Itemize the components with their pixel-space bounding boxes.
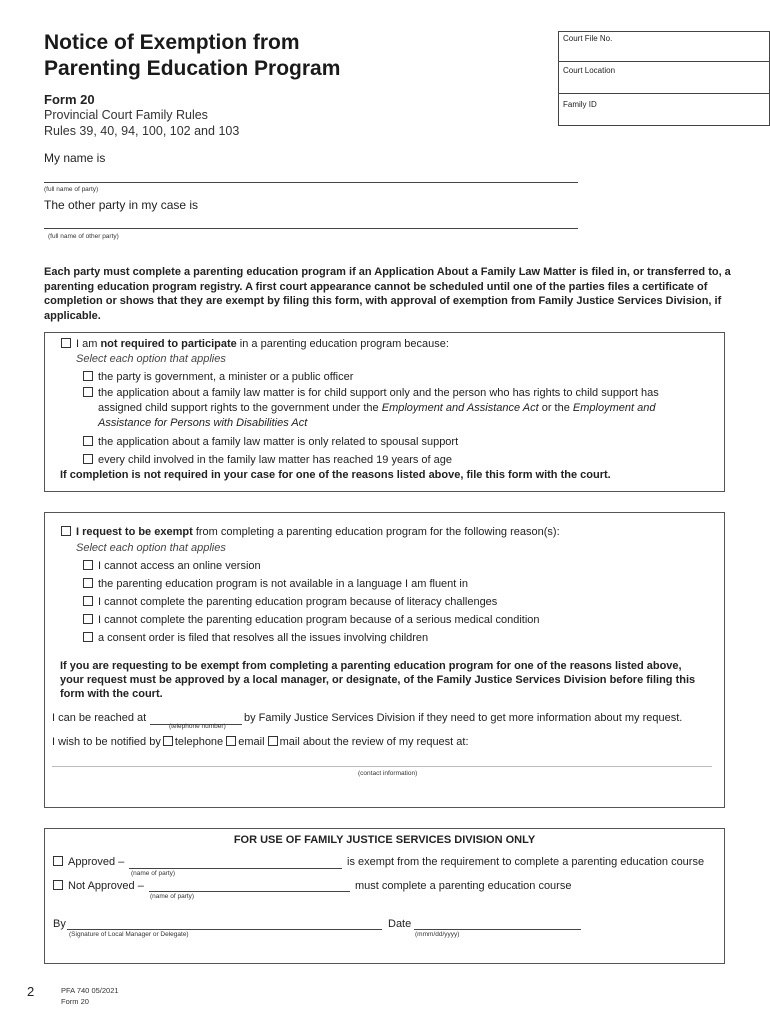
section1-option-4-checkbox[interactable] <box>83 454 93 464</box>
section1-filing-note: If completion is not required in your case for one of the reasons listed above, file this form with the court. <box>60 469 611 481</box>
footer-form-label: Form 20 <box>61 997 89 1006</box>
telephone-number-hint: (telephone number) <box>169 723 226 730</box>
section1-option-2-mid: or the <box>538 402 573 414</box>
section1-option-4 <box>83 453 452 468</box>
not-required-lead <box>61 337 449 352</box>
fjsd-heading: FOR USE OF FAMILY JUSTICE SERVICES DIVISION ONLY <box>233 834 536 846</box>
court-file-no-label: Court File No. <box>563 34 613 43</box>
not-required-checkbox[interactable] <box>61 338 71 348</box>
section1-option-4-text: every child involved in the family law matter has reached 19 years of age <box>98 454 453 466</box>
contact-information-input[interactable] <box>52 766 712 767</box>
rules-source: Provincial Court Family Rules <box>44 108 208 122</box>
reach-label: I can be reached at <box>52 712 147 724</box>
section2-option-2-checkbox[interactable] <box>83 578 93 588</box>
section1-option-3 <box>83 435 458 450</box>
notify-mail-label: mail about the review of my request at: <box>279 736 469 748</box>
approved-post-text: is exempt from the requirement to complete a parenting education course <box>347 856 705 868</box>
approved-checkbox[interactable] <box>53 856 63 866</box>
section2-option-3 <box>83 595 497 610</box>
date-hint: (mmm/dd/yyyy) <box>415 931 460 938</box>
section1-option-2 <box>83 386 713 431</box>
not-approved-row <box>53 879 144 894</box>
section2-approval-note: If you are requesting to be exempt from completing a parenting education program for one of the reasons listed above, your request must be approved by a local manager, or designate, of the Family Justice Services Division before filing this form with the court. <box>60 660 696 700</box>
notify-email-label: email <box>238 736 265 748</box>
section1-select-hint: Select each option that applies <box>76 353 226 365</box>
section1-option-2-act2: Employment and <box>572 402 656 414</box>
section1-option-1-text: the party is government, a minister or a public officer <box>98 371 354 383</box>
notify-email-checkbox[interactable] <box>226 736 236 746</box>
approved-label: Approved – <box>68 856 125 868</box>
other-party-hint: (full name of other party) <box>48 233 119 240</box>
section1-option-2-line2: assigned child support rights to the government under the <box>98 402 382 414</box>
notify-telephone-label: telephone <box>174 736 224 748</box>
section2-option-1 <box>83 559 261 574</box>
section2-option-1-text: I cannot access an online version <box>98 560 261 572</box>
section1-option-2-line3: Assistance for Persons with Disabilities Act <box>98 417 308 429</box>
not-approved-checkbox[interactable] <box>53 880 63 890</box>
court-file-no-field[interactable] <box>559 32 769 61</box>
fjsd-use-only-section <box>44 828 725 964</box>
section2-option-4-text: I cannot complete the parenting education program because of a serious medical condition <box>98 614 540 626</box>
section2-option-3-checkbox[interactable] <box>83 596 93 606</box>
notify-label: I wish to be notified by <box>52 736 161 748</box>
not-approved-party-input[interactable] <box>149 891 350 892</box>
not-approved-post-text: must complete a parenting education course <box>355 880 572 892</box>
court-location-field[interactable] <box>559 61 769 93</box>
court-reference-box <box>558 31 770 126</box>
not-required-lead-pre: I am <box>76 338 101 350</box>
page-number: 2 <box>27 984 35 999</box>
section1-option-2-checkbox[interactable] <box>83 387 93 397</box>
request-exempt-section <box>44 512 725 808</box>
not-approved-label: Not Approved – <box>68 880 144 892</box>
section2-option-5-checkbox[interactable] <box>83 632 93 642</box>
request-exempt-checkbox[interactable] <box>61 526 71 536</box>
approved-party-hint: (name of party) <box>131 870 176 877</box>
my-name-hint: (full name of party) <box>44 186 99 193</box>
not-required-lead-post: in a parenting education program because: <box>236 338 449 350</box>
family-id-label: Family ID <box>563 100 597 109</box>
date-input[interactable] <box>414 929 581 930</box>
not-required-section <box>44 332 725 492</box>
request-exempt-lead <box>61 525 560 540</box>
my-name-input[interactable] <box>44 182 578 183</box>
court-location-label: Court Location <box>563 66 616 75</box>
intro-paragraph: Each party must complete a parenting education program if an Application About a Family Law Matter is filed in, or transferred to, a parenting education program registry. A first court appearance cannot be scheduled until one of the parties files a certificate of completion or shows that they are exempt by filing this form, with approval of exemption from Family Justice Services Division, if applicable. <box>44 266 731 322</box>
other-party-input[interactable] <box>44 228 578 229</box>
signature-hint: (Signature of Local Manager or Delegate) <box>69 931 189 938</box>
form-number: Form 20 <box>44 92 95 107</box>
section1-option-2-act1: Employment and Assistance Act <box>381 402 539 414</box>
section2-option-5 <box>83 631 428 646</box>
not-approved-party-hint: (name of party) <box>150 893 195 900</box>
contact-information-hint: (contact information) <box>358 770 418 777</box>
section2-option-1-checkbox[interactable] <box>83 560 93 570</box>
approved-row <box>53 855 124 870</box>
section2-option-4-checkbox[interactable] <box>83 614 93 624</box>
section1-option-2-line1: the application about a family law matter is for child support only and the person who has rights to child support has <box>98 387 659 399</box>
section1-option-1-checkbox[interactable] <box>83 371 93 381</box>
section1-option-3-text: the application about a family law matter is only related to spousal support <box>98 436 459 448</box>
reach-post-text: by Family Justice Services Division if they need to get more information about my request. <box>244 712 683 724</box>
rules-list: Rules 39, 40, 94, 100, 102 and 103 <box>44 124 240 138</box>
section1-option-3-checkbox[interactable] <box>83 436 93 446</box>
section2-option-4 <box>83 613 540 628</box>
not-required-lead-bold: not required to participate <box>100 338 237 350</box>
section2-select-hint: Select each option that applies <box>76 542 226 554</box>
form-title <box>44 30 340 82</box>
family-id-field[interactable] <box>559 93 769 125</box>
notify-row <box>52 735 469 750</box>
my-name-label: My name is <box>44 151 106 165</box>
notify-telephone-checkbox[interactable] <box>163 736 173 746</box>
request-exempt-lead-bold: I request to be exempt <box>76 526 193 538</box>
signature-input[interactable] <box>67 929 382 930</box>
request-exempt-lead-post: from completing a parenting education program for the following reason(s): <box>192 526 560 538</box>
section2-option-2-text: the parenting education program is not available in a language I am fluent in <box>98 578 468 590</box>
date-label: Date <box>388 918 412 930</box>
section2-option-2 <box>83 577 468 592</box>
by-label: By <box>53 918 66 930</box>
approved-party-input[interactable] <box>129 868 342 869</box>
section2-option-5-text: a consent order is filed that resolves all the issues involving children <box>98 632 429 644</box>
notify-mail-checkbox[interactable] <box>268 736 278 746</box>
other-party-label: The other party in my case is <box>44 198 199 212</box>
section1-option-1 <box>83 370 353 385</box>
form-code: PFA 740 05/2021 <box>61 986 119 995</box>
form-title-line1: Notice of Exemption from <box>44 31 300 54</box>
section2-option-3-text: I cannot complete the parenting education program because of literacy challenges <box>98 596 498 608</box>
form-title-line2: Parenting Education Program <box>44 57 341 80</box>
